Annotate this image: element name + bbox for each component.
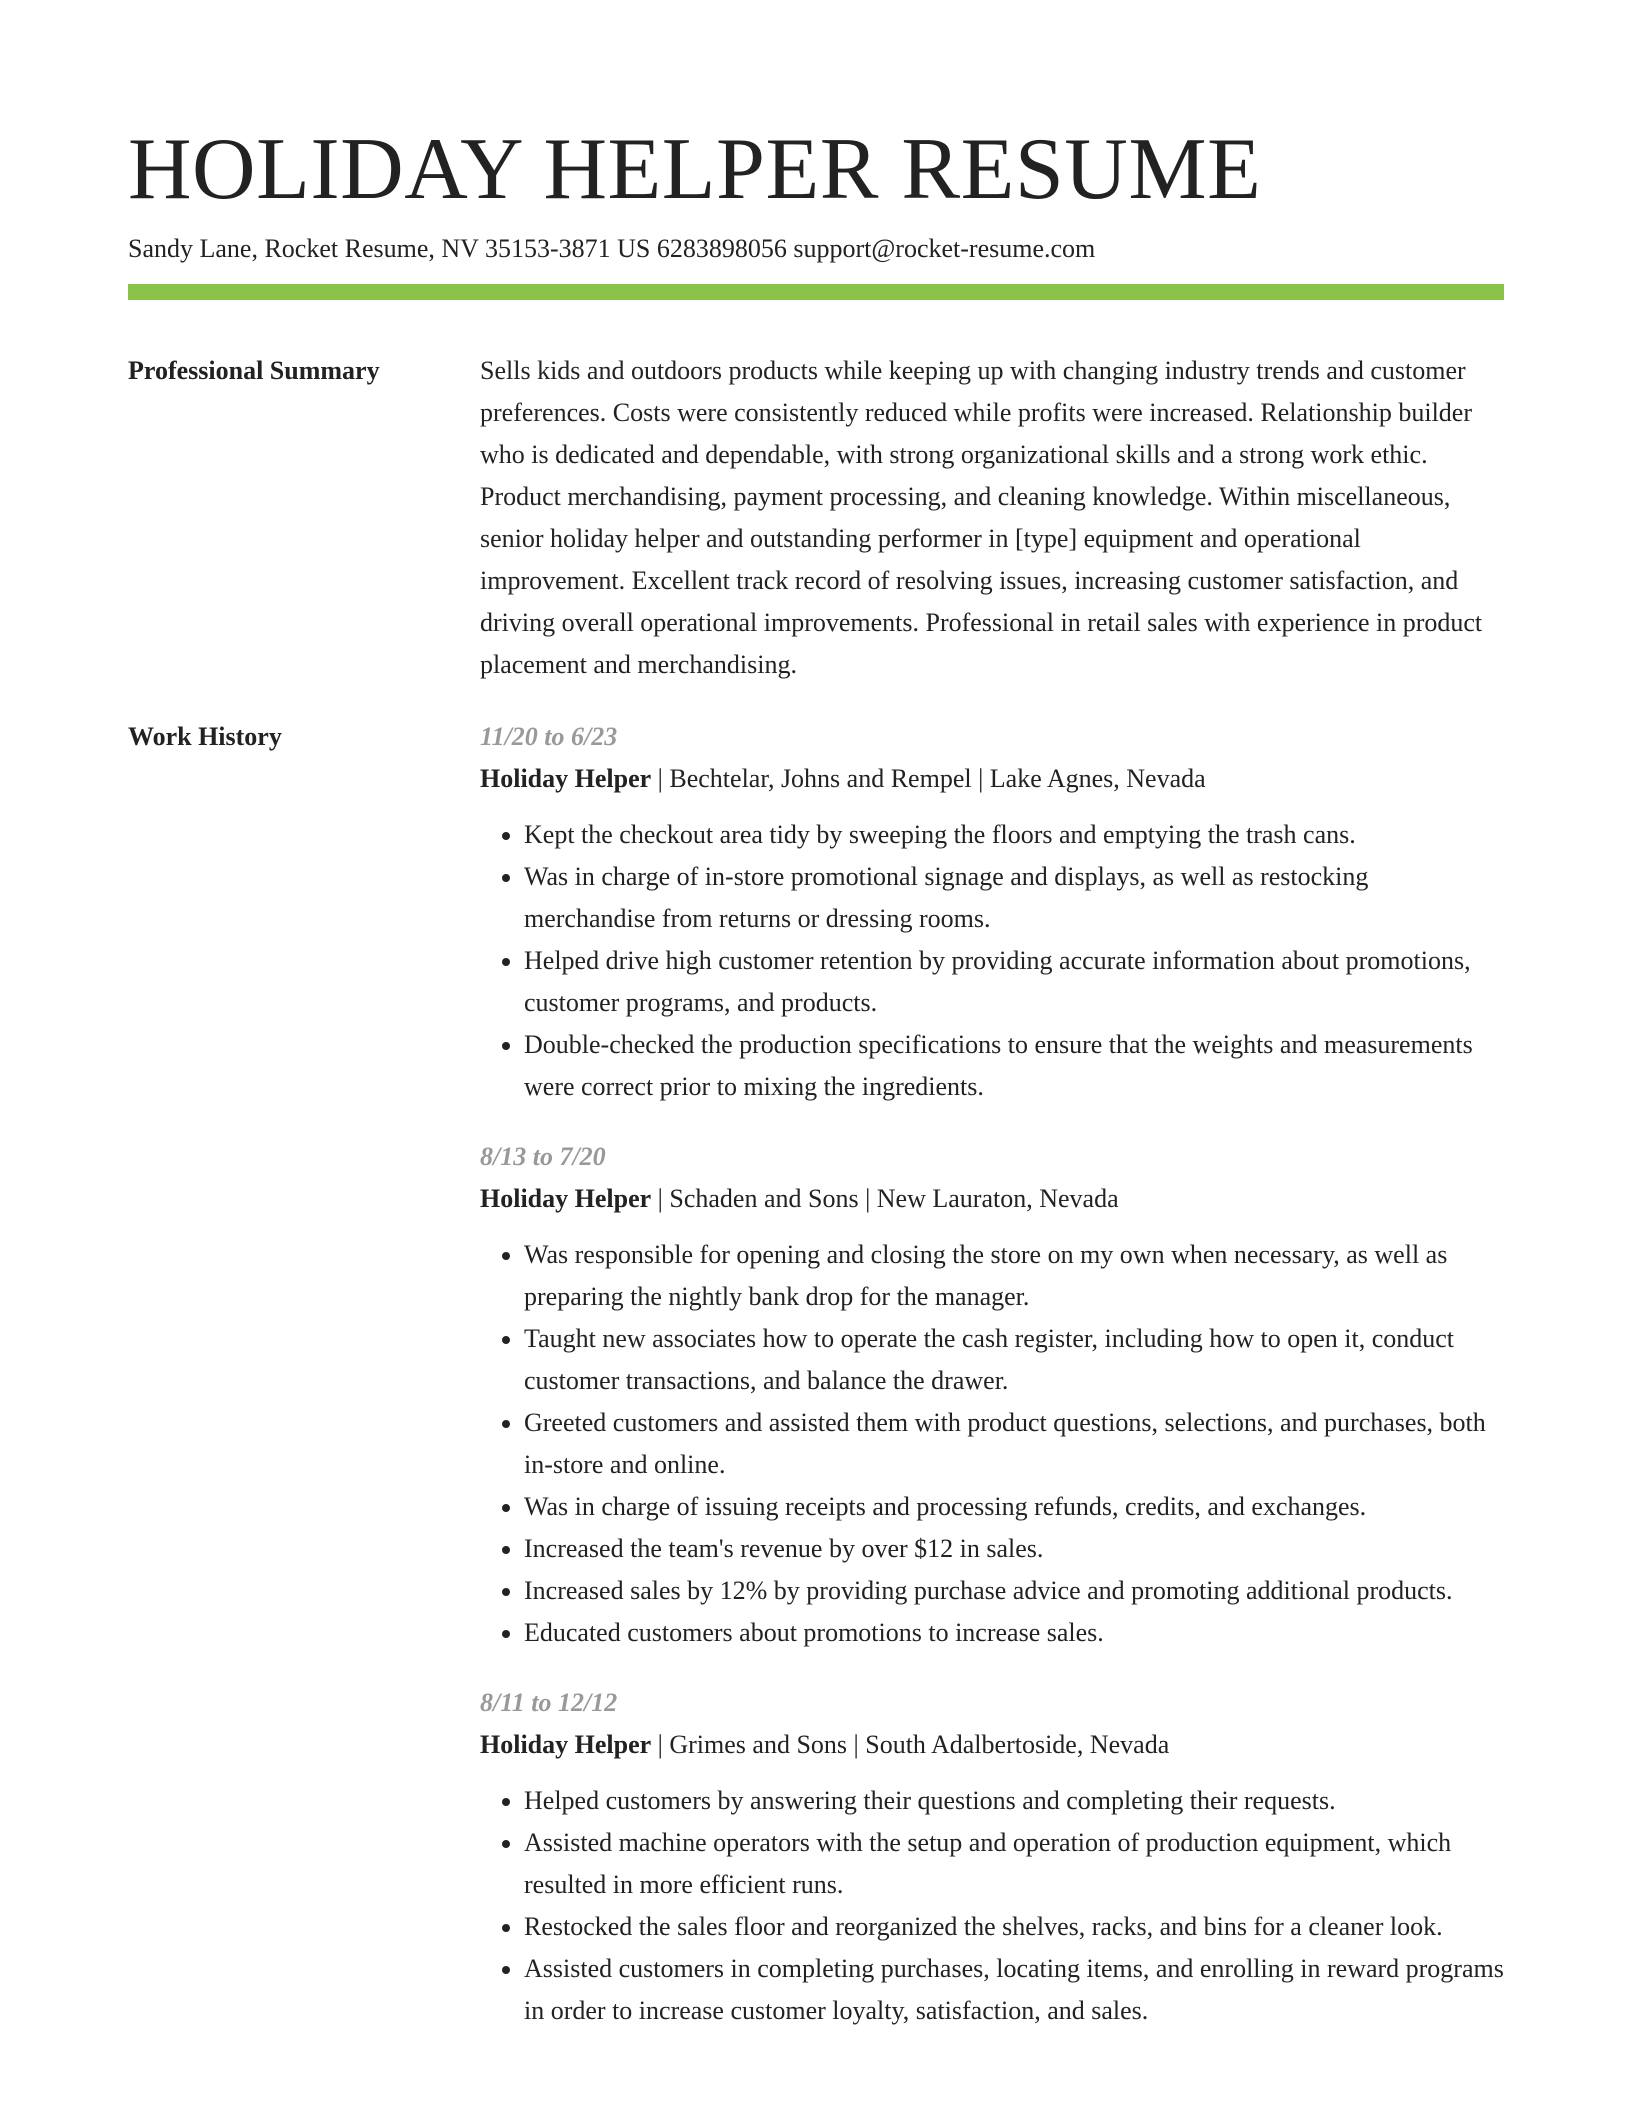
- job-bullet: • Was responsible for opening and closing the store on my own when necessary, as well as preparing the nightly bank drop for the manager.: [524, 1234, 1504, 1318]
- job-bullet: • Greeted customers and assisted them with product questions, selections, and purchases, both in-store and online.: [524, 1402, 1504, 1486]
- job-details: | Schaden and Sons | New Lauraton, Nevada: [651, 1184, 1119, 1213]
- section-label: Work History: [128, 722, 282, 751]
- resume-page: [128, 120, 1504, 2060]
- work-history-section: [128, 716, 1504, 2060]
- job-bullet: • Restocked the sales floor and reorganized the shelves, racks, and bins for a cleaner look.: [524, 1906, 1504, 1948]
- job-title: Holiday Helper: [480, 764, 652, 793]
- job-bullet-list: [480, 814, 1504, 1108]
- job-bullet: • Was in charge of issuing receipts and processing refunds, credits, and exchanges.: [524, 1486, 1504, 1528]
- job-title: Holiday Helper: [480, 1184, 652, 1213]
- job-bullet: • Helped drive high customer retention by providing accurate information about promotions, customer programs, and products.: [524, 940, 1504, 1024]
- job-heading: [480, 758, 1504, 800]
- professional-summary-section: [128, 350, 1504, 686]
- job-bullet: • Assisted machine operators with the setup and operation of production equipment, which resulted in more efficient runs.: [524, 1822, 1504, 1906]
- job-entry: [480, 1682, 1504, 2032]
- job-bullet: • Increased sales by 12% by providing purchase advice and promoting additional products.: [524, 1570, 1504, 1612]
- job-bullet-list: [480, 1234, 1504, 1654]
- job-entry: [480, 716, 1504, 1108]
- job-bullet: • Was in charge of in-store promotional signage and displays, as well as restocking merchandise from returns or dressing rooms.: [524, 856, 1504, 940]
- job-dates: 8/11 to 12/12: [480, 1688, 618, 1717]
- section-label: Professional Summary: [128, 356, 380, 385]
- section-body: [480, 716, 1504, 2060]
- summary-text: Sells kids and outdoors products while keeping up with changing industry trends and customer preferences. Costs were consistently reduced while profits were increased. Relationship builder who is dedicated and dependable, with strong organizational skills and a strong work ethic. Product merchandising, payment processing, and cleaning knowledge. Within miscellaneous, senior holiday helper and outstanding performer in [type] equipment and operational improvement. Excellent track record of resolving issues, increasing customer satisfaction, and driving overall operational improvements. Professional in retail sales with experience in product placement and merchandising.: [480, 356, 1483, 679]
- job-details: | Bechtelar, Johns and Rempel | Lake Agnes, Nevada: [651, 764, 1206, 793]
- job-details: | Grimes and Sons | South Adalbertoside, Nevada: [651, 1730, 1170, 1759]
- job-dates: 8/13 to 7/20: [480, 1142, 606, 1171]
- job-bullet: • Helped customers by answering their questions and completing their requests.: [524, 1780, 1504, 1822]
- job-bullet: • Increased the team's revenue by over $12 in sales.: [524, 1528, 1504, 1570]
- header-divider: [128, 284, 1504, 300]
- job-bullet: • Double-checked the production specifications to ensure that the weights and measurements were correct prior to mixing the ingredients.: [524, 1024, 1504, 1108]
- job-bullet: • Educated customers about promotions to increase sales.: [524, 1612, 1504, 1654]
- job-dates: 11/20 to 6/23: [480, 722, 618, 751]
- job-bullet: • Kept the checkout area tidy by sweeping the floors and emptying the trash cans.: [524, 814, 1504, 856]
- job-heading: [480, 1178, 1504, 1220]
- job-bullet: • Taught new associates how to operate the cash register, including how to open it, conduct customer transactions, and balance the drawer.: [524, 1318, 1504, 1402]
- job-entry: [480, 1136, 1504, 1654]
- section-body: [480, 350, 1504, 686]
- job-bullet-list: [480, 1780, 1504, 2032]
- job-bullet: • Assisted customers in completing purchases, locating items, and enrolling in reward programs in order to increase customer loyalty, satisfaction, and sales.: [524, 1948, 1504, 2032]
- resume-title: HOLIDAY HELPER RESUME: [128, 121, 1262, 218]
- job-title: Holiday Helper: [480, 1730, 652, 1759]
- contact-line: Sandy Lane, Rocket Resume, NV 35153-3871 US 6283898056 support@rocket-resume.com: [128, 234, 1096, 263]
- job-heading: [480, 1724, 1504, 1766]
